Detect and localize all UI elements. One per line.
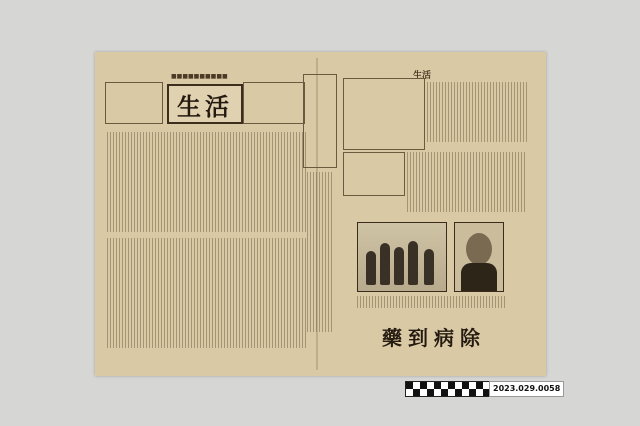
masthead-banner: ■■■■■■■■■■ bbox=[171, 73, 228, 80]
group-photograph bbox=[357, 222, 447, 292]
masthead-title: 生活 bbox=[167, 84, 243, 124]
bank-advert-box bbox=[343, 78, 425, 150]
portrait-photograph bbox=[454, 222, 504, 292]
photo-caption bbox=[357, 296, 507, 308]
article-text-block bbox=[427, 82, 527, 142]
medicine-advert-headline: 藥到病除 bbox=[382, 325, 486, 350]
article-text-block bbox=[307, 172, 333, 332]
issue-info-box bbox=[243, 82, 305, 124]
center-column-box bbox=[303, 74, 337, 168]
accession-label: 2023.029.0058 bbox=[489, 381, 564, 397]
masthead-right-title: 生活 bbox=[413, 71, 432, 81]
newspaper-sheet bbox=[95, 52, 546, 376]
color-scale-ruler bbox=[405, 381, 491, 397]
article-text-block bbox=[107, 238, 307, 348]
article-text-block bbox=[407, 152, 527, 212]
left-header-box bbox=[105, 82, 163, 124]
article-text-block bbox=[107, 132, 307, 232]
notice-box bbox=[343, 152, 405, 196]
